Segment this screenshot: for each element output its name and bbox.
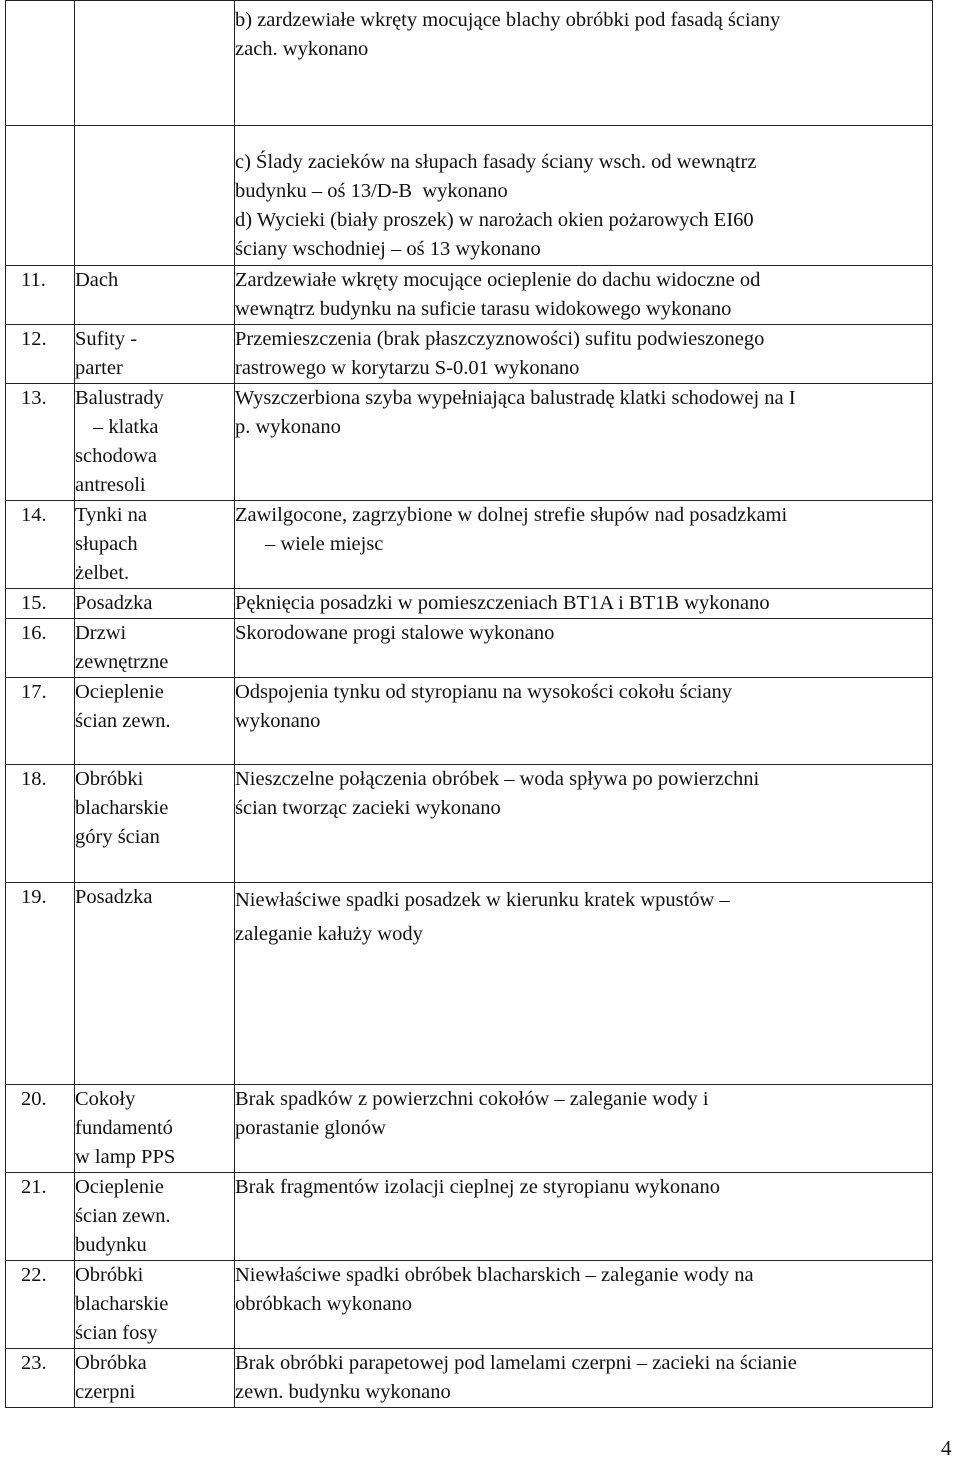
row-label-cell [75,765,235,883]
row-label-line: Dach [75,269,119,291]
row-number: 23. [21,1352,47,1374]
description-line: Brak obróbki parapetowej pod lamelami czerpni – zacieki na ścianie [235,1352,797,1374]
row-label-cell [75,883,235,1085]
table-row [6,1261,933,1349]
row-label-cell [75,501,235,589]
row-number-cell [6,126,75,266]
row-description-cell [235,1349,933,1408]
row-number-cell [6,589,75,619]
description-line: Skorodowane progi stalowe wykonano [235,622,555,644]
row-label-line: schodowa [75,445,157,467]
row-label-cell [75,589,235,619]
row-number: 14. [21,504,47,526]
row-description-cell [235,1173,933,1261]
table-row [6,1349,933,1408]
description-line: Niewłaściwe spadki obróbek blacharskich – zaleganie wody na [235,1264,754,1286]
description-line: zach. wykonano [235,38,369,60]
row-number-cell [6,678,75,765]
row-number: 15. [21,592,47,614]
description-line: – wiele miejsc [265,533,384,555]
row-number-cell [6,883,75,1085]
table-row [6,384,933,501]
row-label-line: Obróbki [75,768,144,790]
row-label-line: Sufity - [75,328,138,350]
row-label-line: Balustrady [75,387,164,409]
row-label-cell [75,1173,235,1261]
description-line: ścian tworząc zacieki wykonano [235,797,501,819]
row-label-line: góry ścian [75,826,160,848]
row-label-line: ścian fosy [75,1322,158,1344]
row-label-line: Obróbka [75,1352,147,1374]
row-description-cell [235,1085,933,1173]
row-label-line: blacharskie [75,797,169,819]
table-row [6,126,933,266]
row-label-cell [75,1,235,126]
row-label-line: Obróbki [75,1264,144,1286]
description-line: porastanie glonów [235,1117,386,1139]
description-line: wykonano [235,710,321,732]
row-description-cell [235,325,933,384]
row-description-cell [235,765,933,883]
row-label-line: ścian zewn. [75,710,171,732]
row-label-line: słupach [75,533,138,555]
description-line: b) zardzewiałe wkręty mocujące blachy obróbki pod fasadą ściany [235,9,781,31]
row-label-line: zewnętrzne [75,651,169,673]
row-number: 12. [21,328,47,350]
row-label-cell [75,384,235,501]
description-line: obróbkach wykonano [235,1293,413,1315]
row-description-cell [235,1261,933,1349]
row-number-cell [6,1349,75,1408]
row-description-cell [235,126,933,266]
description-line: Pęknięcia posadzki w pomieszczeniach BT1A i BT1B wykonano [235,592,770,614]
row-label-cell [75,619,235,678]
row-description-cell [235,883,933,1085]
description-line: Zawilgocone, zagrzybione w dolnej strefie słupów nad posadzkami [235,504,788,526]
row-description-cell [235,501,933,589]
description-line: zaleganie kałuży wody [235,923,423,945]
description-line: Nieszczelne połączenia obróbek – woda spływa po powierzchni [235,768,760,790]
row-label-line: Posadzka [75,592,153,614]
row-number: 11. [21,269,46,291]
row-number-cell [6,501,75,589]
row-description-cell [235,266,933,325]
page-number: 4 [941,1436,952,1460]
row-label-cell [75,1085,235,1173]
row-label-line: Drzwi [75,622,127,644]
row-label-cell [75,1349,235,1408]
description-line: Wyszczerbiona szyba wypełniająca balustradę klatki schodowej na I [235,387,796,409]
table-row [6,1,933,126]
row-number: 13. [21,387,47,409]
row-label-line: – klatka [93,416,159,438]
description-line: zewn. budynku wykonano [235,1381,451,1403]
row-number-cell [6,325,75,384]
row-label-line: żelbet. [75,562,130,584]
row-label-line: antresoli [75,474,146,496]
row-description-cell [235,589,933,619]
description-line: c) Ślady zacieków na słupach fasady ściany wsch. od wewnątrz [235,151,757,173]
row-number-cell [6,765,75,883]
row-number: 18. [21,768,47,790]
row-label-line: ścian zewn. [75,1205,171,1227]
row-label-cell [75,126,235,266]
row-number-cell [6,1261,75,1349]
description-line: budynku – oś 13/D-B wykonano [235,180,508,202]
description-line: Brak fragmentów izolacji cieplnej ze styropianu wykonano [235,1176,721,1198]
row-label-line: Tynki na [75,504,148,526]
table-row [6,765,933,883]
description-line: rastrowego w korytarzu S-0.01 wykonano [235,357,580,379]
row-label-line: w lamp PPS [75,1146,176,1168]
row-label-line: budynku [75,1234,147,1256]
table-row [6,266,933,325]
row-number-cell [6,1085,75,1173]
row-description-cell [235,619,933,678]
description-line: Zardzewiałe wkręty mocujące ocieplenie do dachu widoczne od [235,269,761,291]
table-row [6,883,933,1085]
row-label-line: blacharskie [75,1293,169,1315]
row-number-cell [6,619,75,678]
table-row [6,678,933,765]
row-label-line: fundamentó [75,1117,173,1139]
description-line: p. wykonano [235,416,341,438]
description-line: Brak spadków z powierzchni cokołów – zaleganie wody i [235,1088,709,1110]
description-line: ściany wschodniej – oś 13 wykonano [235,238,541,260]
row-label-line: Posadzka [75,886,153,908]
row-label-line: Ocieplenie [75,681,164,703]
row-number-cell [6,1,75,126]
row-description-cell [235,1,933,126]
table-row [6,1173,933,1261]
row-number-cell [6,266,75,325]
row-label-cell [75,266,235,325]
row-description-cell [235,678,933,765]
description-line: Przemieszczenia (brak płaszczyznowości) sufitu podwieszonego [235,328,765,350]
row-number: 19. [21,886,47,908]
row-label-line: Cokoły [75,1088,136,1110]
table-row [6,589,933,619]
table-row [6,619,933,678]
row-label-cell [75,325,235,384]
row-label-line: Ocieplenie [75,1176,164,1198]
row-number: 17. [21,681,47,703]
description-line: Odspojenia tynku od styropianu na wysokości cokołu ściany [235,681,733,703]
description-line: d) Wycieki (biały proszek) w narożach okien pożarowych EI60 [235,209,754,231]
description-line: wewnątrz budynku na suficie tarasu widokowego wykonano [235,298,732,320]
row-number: 22. [21,1264,47,1286]
table-row [6,501,933,589]
row-number-cell [6,384,75,501]
table-row [6,325,933,384]
row-number: 20. [21,1088,47,1110]
row-number-cell [6,1173,75,1261]
description-line: Niewłaściwe spadki posadzek w kierunku kratek wpustów – [235,889,730,911]
row-label-line: parter [75,357,123,379]
row-label-line: czerpni [75,1381,136,1403]
row-number: 16. [21,622,47,644]
defects-table [5,0,933,1408]
row-description-cell [235,384,933,501]
table-row [6,1085,933,1173]
row-label-cell [75,1261,235,1349]
row-number: 21. [21,1176,47,1198]
row-label-cell [75,678,235,765]
